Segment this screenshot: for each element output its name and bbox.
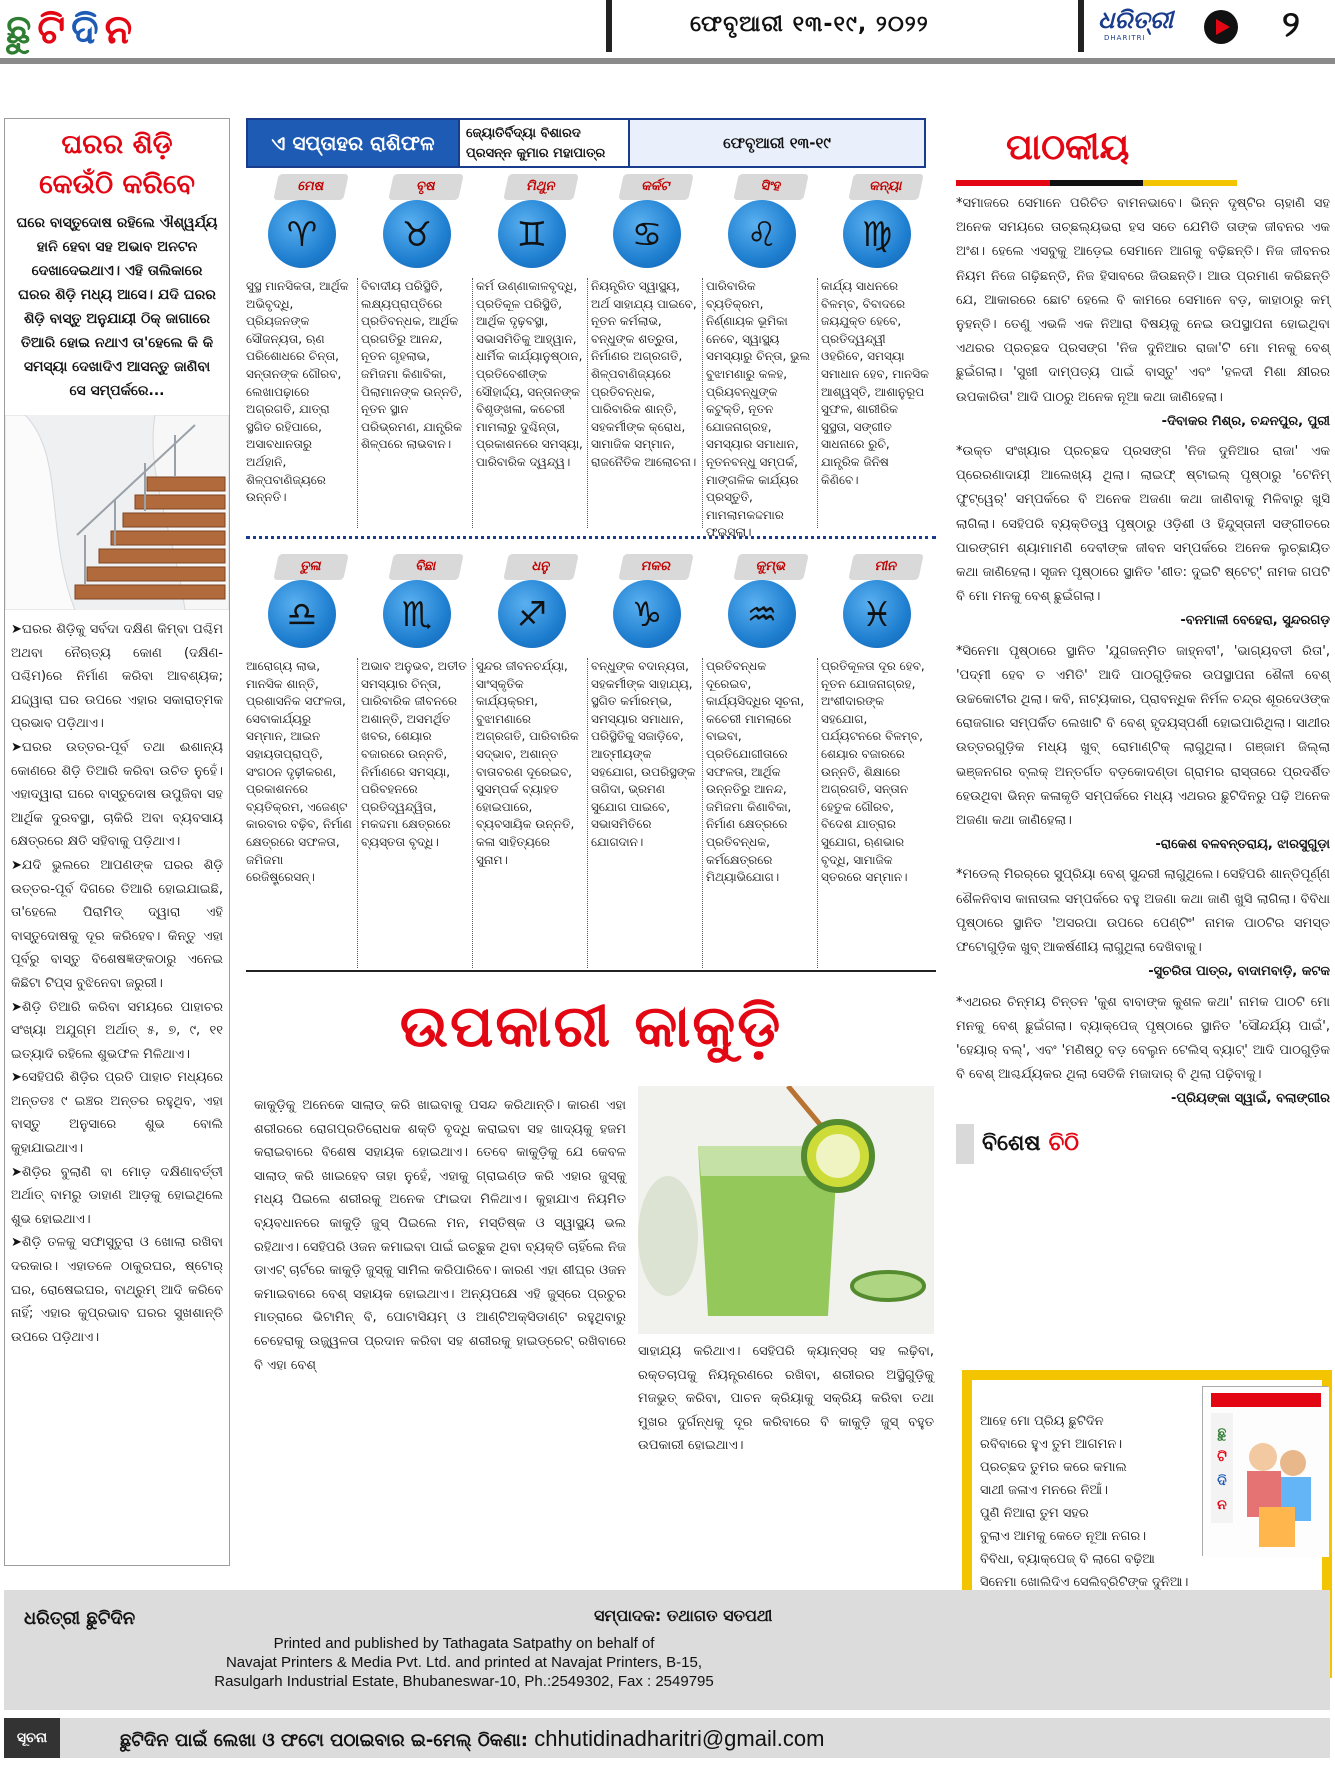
reader-letter	[956, 857, 1330, 984]
column-separator	[587, 658, 588, 968]
masthead-rule	[0, 58, 1335, 64]
letter-text: *ଏଥରର ଚିନ୍ମୟ ଚିନ୍ତନ 'କୁଶ ବାବାଙ୍କ କୁଶଳ କଥା' ନାମକ ପାଠଟି ମୋ ମନକୁ ବେଶ୍ ଛୁଇଁଗଲା। ବ୍ୟାକ୍‌ପେଜ୍ ପୃଷ୍ଠାରେ ସ୍ଥାନିତ 'ସୌନ୍ଦର୍ଯ୍ୟ ପାଇଁ', 'ହେୟାର୍ ବଲ୍', ଏବଂ 'ମଣିଷଠୁ ବଡ଼ ବେଲୁନ ଟେଲିସ୍ ବ୍ୟାଟ୍' ଆଦି ପାଠଗୁଡ଼ିକ ବି ବେଶ୍ ଆଶ୍ଚର୍ଯ୍ୟକର ଥିଲା ସେତିକି ମଜାଦାର୍ ବି ଥିଲା ପଢ଼ିବାକୁ।	[956, 994, 1330, 1083]
letter-signature: -ବନମାଳୀ ବେହେରା, ସୁନ୍ଦରଗଡ଼	[1180, 613, 1330, 629]
zodiac-forecast: କର୍ମ ଉଣ୍ଣାକାଳବୃଦ୍ଧି, ପ୍ରତିକୂଳ ପରିସ୍ଥିତି, ଆର୍ଥିକ ଦୃଢ଼ବସ୍ଥା, ସଭାସମିତିକୁ ଆହ୍ୱାନ, ଧାର୍ମିକ କାର୍ଯ୍ୟାନୁଷ୍ଠାନ, ପ୍ରତିବେଶୀଙ୍କ ସୌହାର୍ଦ୍ଦ୍ୟ, ସନ୍ତାନଙ୍କ ବିଶୃଙ୍ଖଳା, କଚେରୀ ମାମଲାରୁ ଦୁଶ୍ଚିନ୍ତା, ପ୍ରକାଶନରେ ସମସ୍ୟା, ପାରିବାରିକ ଦ୍ୱନ୍ଦ୍ୱ।	[476, 279, 583, 469]
letter-text: *ମଡେଲ୍ ମିରର୍‌ରେ ସୁପ୍ରିୟା ବେଶ୍ ସୁନ୍ଦରୀ ଲାଗୁଥିଲେ। ସେହିପରି ଶାନ୍ତିପୂର୍ଣ୍ଣ ଶୈଳନିବାସ କାନାତାଲ ସମ୍ପର୍କରେ ବହୁ ଅଜଣା କଥା ଜାଣି ଖୁସି ଲାଗିଲା। ବିବିଧା ପୃଷ୍ଠାରେ ସ୍ଥାନିତ 'ଅସରପା ଉପରେ ପେଣ୍ଟିଂ' ନାମକ ପାଠଟିର ସମସ୍ତ ଫଟୋଗୁଡ଼ିକ ଖୁବ୍ ଆକର୍ଷଣୀୟ ଲାଗୁଥିଲା ଦେଖିବାକୁ।	[956, 867, 1330, 956]
zodiac-sign	[476, 174, 591, 534]
imprint-line: Rasulgarh Industrial Estate, Bhubaneswar-10, Ph.:2549302, Fax : 2549795	[214, 1673, 714, 1690]
poem-line: ପ୍ରଚ୍ଛଦ ତୁମର କରେ କମାଲ	[980, 1460, 1127, 1475]
masthead-divider	[1078, 0, 1084, 52]
letter-signature: -ରାକେଶ ବଳବନ୍ତରାୟ, ଝାରସୁଗୁଡ଼ା	[1155, 837, 1330, 853]
zodiac-sign	[821, 174, 936, 534]
zodiac-name: କର୍କଟ	[618, 174, 694, 200]
zodiac-sign	[361, 174, 476, 534]
horoscope-header	[246, 118, 926, 168]
horoscope-author	[458, 120, 628, 166]
svg-text:ଛୁ: ଛୁ	[1217, 1425, 1227, 1441]
info-label: ସୂଚନା	[4, 1718, 60, 1758]
zodiac-forecast: ଆରୋଗ୍ୟ ଲାଭ, ମାନସିକ ଶାନ୍ତି, ପ୍ରଶାସନିକ ସଫଳତା, ସେବାକାର୍ଯ୍ୟରୁ ସମ୍ମାନ, ଆଇନ ସହାୟତାପ୍ରାପ୍ତି, ସଂଗଠନ ଦୃଢ଼ୀକରଣ, ପ୍ରକାଶନରେ ବ୍ୟତିକ୍ରମ, ଏଜେଣ୍ଟ କାରବାର ବଢ଼ିବ, ନିର୍ମାଣ କ୍ଷେତ୍ରରେ ସଫଳତା, ଜମିଜମା ରେଜିଷ୍ଟ୍ରେସନ୍।	[246, 659, 352, 885]
column-separator	[587, 278, 588, 528]
page-number: ୨	[1282, 4, 1300, 45]
section-logo	[6, 4, 132, 56]
cucumber-juice-photo	[638, 1086, 934, 1334]
zodiac-sign	[361, 554, 476, 974]
horoscope-date: ଫେବୃଆରୀ ୧୩-୧୯	[628, 120, 924, 166]
cucumber-body-part2: ସାହାଯ୍ୟ କରିଥାଏ। ସେହିପରି କ୍ୟାନ୍ସର୍ ସହ ଲଢ଼ିବା, ରକ୍ତଚାପକୁ ନିୟନ୍ତ୍ରଣରେ ରଖିବା, ଶରୀରର ଅସ୍ଥିଗୁଡ଼ିକୁ ମଜଭୁତ୍ କରିବା, ପାଚନ କ୍ରିୟାକୁ ସକ୍ରିୟ କରିବା ତଥା ମୁଖର ଦୁର୍ଗନ୍ଧକୁ ଦୂର କରିବାରେ ବି କାକୁଡ଼ି ଜୁସ୍ ବହୁତ ଉପକାରୀ ହୋଇଥାଏ।	[638, 1344, 934, 1454]
scorpio-icon	[383, 580, 451, 648]
author-designation: ଜ୍ୟୋତିର୍ବିଦ୍ୟା ବିଶାରଦ	[466, 126, 581, 141]
logo-letter: ଛୁ	[6, 7, 32, 53]
virgo-icon	[843, 200, 911, 268]
poem-line: ସାଥୀ ଜଳାଏ ମନରେ ନିଆଁ।	[980, 1483, 1108, 1498]
reader-letter	[956, 634, 1330, 858]
heading-bar	[956, 1124, 974, 1164]
letters-color-rule	[956, 180, 1330, 186]
svg-text:ଟି: ଟି	[1217, 1449, 1227, 1465]
column-separator	[357, 278, 358, 528]
svg-text:♍: ♍	[861, 215, 893, 255]
cucumber-body-part1: କାକୁଡ଼ିକୁ ଅନେକେ ସାଲାଡ୍ କରି ଖାଇବାକୁ ପସନ୍ଦ କରିଥାନ୍ତି। କାରଣ ଏହା ଶରୀରରେ ରୋଗପ୍ରତିରୋଧକ ଶକ୍ତି ବୃଦ୍ଧି କରାଇବା ସହ ଖାଦ୍ୟକୁ ହଜମ କରାଇବାରେ ବିଶେଷ ସହାୟକ ହୋଇଥାଏ। ତେବେ କାକୁଡ଼ିକୁ ଯେ କେବଳ ସାଲାଡ୍ କରି ଖାଇହେବ ତାହା ନୁହେଁ, ଏହାକୁ ଗ୍ରାଇଣ୍ଡ କରି ଏହାର ଜୁସ୍‌କୁ ମଧ୍ୟ ପିଇଲେ ଶରୀରକୁ ଅନେକ ଫାଇଦା ମିଳିଥାଏ। କୁହାଯାଏ ନିୟମିତ ବ୍ୟବଧାନରେ କାକୁଡ଼ି ଜୁସ୍ ପିଇଲେ ମନ, ମସ୍ତିଷ୍କ ଓ ସ୍ୱାସ୍ଥ୍ୟ ଭଲ ରହିଥାଏ। ସେହିପରି ଓଜନ କମାଇବା ପାଇଁ ଇଚ୍ଛୁକ ଥିବା ବ୍ୟକ୍ତି ଚାହିଁଲେ ନିଜ ଡାଏଟ୍ ଚାର୍ଟରେ କାକୁଡ଼ି ଜୁସ୍‌କୁ ସାମିଲ କରିପାରିବେ। କାରଣ ଏହା ଶୀଘ୍ର ଓଜନ କମାଇବାରେ ବେଶ୍ ସହାୟକ ହୋଇଥାଏ। ଅନ୍ୟପକ୍ଷେ ଏହି ଜୁସ୍‌ରେ ପ୍ରଚୁର ମାତ୍ରାରେ ଭିଟାମିନ୍ ବି, ପୋଟାସିୟମ୍ ଓ ଆଣ୍ଟିଅକ୍ସିଡାଣ୍ଟ ରହୁଥିବାରୁ ଚେହେରାକୁ ଉଜ୍ଜ୍ୱଳତା ପ୍ରଦାନ କରିବା ସହ ଶରୀରକୁ ହାଇଡ୍ରେଟ୍ ରଖିବାରେ ବି ଏହା ବେଶ୍	[254, 1098, 626, 1373]
zodiac-name: ମେଷ	[273, 174, 349, 200]
masthead	[0, 0, 1335, 62]
contact-instruction: ଛୁଟିଦିନ ପାଇଁ ଲେଖା ଓ ଫଟୋ ପଠାଇବାର ଇ-ମେଲ୍ ଠିକଣା:	[120, 1730, 528, 1751]
column-separator	[817, 278, 818, 528]
svg-text:ଦି: ଦି	[1217, 1473, 1227, 1489]
zodiac-name: ମୀନ	[848, 554, 924, 580]
contact-email-link[interactable]: chhutidinadharitri@gmail.com	[534, 1726, 825, 1751]
svg-text:♋: ♋	[631, 215, 663, 255]
zodiac-name: ବିଛା	[388, 554, 464, 580]
letter-signature: -ପ୍ରିୟଙ୍କା ସ୍ୱାଇଁ, ବଲାଙ୍ଗୀର	[1171, 1091, 1330, 1107]
svg-text:ନ: ନ	[1217, 1497, 1227, 1513]
cucumber-title: ଉପକାରୀ କାକୁଡ଼ି	[399, 992, 783, 1060]
horoscope-title: ଏ ସପ୍ତାହର ରାଶିଫଳ	[248, 120, 458, 166]
special-title-a: ବିଶେଷ	[982, 1131, 1041, 1157]
letter-text: *ସିନେମା ପୃଷ୍ଠାରେ ସ୍ଥାନିତ 'ଯୁଗଜନ୍ମିତ ଜାହ୍ନବୀ', 'ଭାଗ୍ୟବତୀ ରିତା', 'ପଦ୍ମୀ ହେବ ତ ଏମିତି' ଆଦି ପାଠଗୁଡ଼ିକର ଉପସ୍ଥାପନା ଶୈଳୀ ବେଶ୍ ଉଚ୍ଚକୋଟୀର ଥିଲା। କବି, ନାଟ୍ୟକାର, ପ୍ରାବନ୍ଧିକ ନିର୍ମଳ ଚନ୍ଦ୍ର ଶୂରଦେଓଙ୍କ ରୋଜଗାର ସମ୍ପର୍କିତ ଲେଖାଟି ବି ବେଶ୍ ହୃଦୟସ୍ପର୍ଶୀ ହୋଇପାରିଥିଲା। ସାଥୀର ଉତ୍ତରଗୁଡ଼ିକ ମଧ୍ୟ ଖୁବ୍ ରୋମାଣ୍ଟିକ୍ ଲାଗୁଥିଲା। ଗଞ୍ଜାମ ଜିଲ୍ଲା ଭଞ୍ଜନଗର ବ୍ଲକ୍ ଅନ୍ତର୍ଗତ ବଡ଼କୋଦଣ୍ଡା ଗ୍ରାମର ରାସ୍ତାରେ ପ୍ରଦର୍ଶିତ ହେଉଥିବା ଭିନ୍ନ କଳାକୃତି ସମ୍ପର୍କରେ ମଧ୍ୟ ଏଥରର ଛୁଟିଦିନରୁ ପଢ଼ି ଅନେକ ଅଜଣା କଥା ଜାଣିହେଲା।	[956, 643, 1330, 829]
stairs-title-line1: ଘରର ଶିଡ଼ି	[61, 129, 173, 160]
column-separator	[472, 278, 473, 528]
special-title-b: ଚିଠି	[1048, 1131, 1079, 1157]
stairs-article	[4, 118, 230, 1566]
aries-icon	[268, 200, 336, 268]
stairs-paragraph: ➤ଘରର ଉତ୍ତର-ପୂର୍ବ ତଥା ଈଶାନ୍ୟ କୋଣରେ ଶିଡ଼ି ତିଆରି କରିବା ଉଚିତ ନୁହେଁ। ଏହାଦ୍ୱାରା ଘରେ ବାସ୍ତୁଦୋଷ ଉପୁଜିବା ସହ ଆର୍ଥିକ ଦୁରବସ୍ଥା, ଚାକିରି ଅବା ବ୍ୟବସାୟ କ୍ଷେତ୍ରରେ କ୍ଷତି ସହିବାକୁ ପଡ଼ିଥାଏ।	[11, 739, 223, 850]
svg-text:♌: ♌	[746, 215, 778, 255]
capricorn-icon	[613, 580, 681, 648]
reader-letter	[956, 434, 1330, 634]
column-separator	[702, 658, 703, 968]
svg-text:♈: ♈	[286, 215, 318, 255]
special-letter-heading	[956, 1124, 1330, 1164]
masthead-divider	[606, 0, 612, 52]
stairs-title	[5, 119, 229, 205]
zodiac-sign	[591, 554, 706, 974]
cucumber-juice-illustration	[638, 1086, 934, 1334]
svg-text:♏: ♏	[401, 595, 433, 635]
column-separator	[472, 658, 473, 968]
zodiac-sign	[246, 174, 361, 534]
zodiac-forecast: ପ୍ରତିକୂଳତା ଦୂର ହେବ, ନୂତନ ଯୋଜନାଗ୍ରହ, ଅଂଶୀଦାରଙ୍କ ସହଯୋଗ, ପର୍ଯ୍ୟଟନରେ ବିଳମ୍ବ, ଶେୟାର ବଜାରରେ ଉନ୍ନତି, ଶିକ୍ଷାରେ ଅଗ୍ରଗତି, ସନ୍ତାନ ହେତୁକ ଗୌରବ, ବିଦେଶ ଯାତ୍ରାର ସୁଯୋଗ, ଋଣଭାର ବୃଦ୍ଧି, ସାମାଜିକ ସ୍ତରରେ ସମ୍ମାନ।	[821, 659, 925, 885]
stairs-paragraph: ➤ଶିଡ଼ି ତଳକୁ ସଫାସୁତୁରା ଓ ଖୋଲା ରଖିବା ଦରକାର। ଏହାତଳେ ଠାକୁରଘର, ଷ୍ଟୋର୍ ଘର, ରୋଷେଇଘର, ବାଥ୍‌ରୁମ୍ ଆଦି କରିବେ ନାହିଁ; ଏହାର କୁପ୍ରଭାବ ଘରର ସୁଖଶାନ୍ତି ଉପରେ ପଡ଼ିଥାଏ।	[11, 1235, 223, 1345]
poem-line: ବୁଲାଏ ଆମକୁ କେତେ ନୂଆ ନଗର।	[980, 1529, 1147, 1544]
paper-name: ଧରିତ୍ରୀ ଛୁଟିଦିନ	[24, 1608, 136, 1629]
zodiac-name: କନ୍ୟା	[848, 174, 924, 200]
weekly-horoscope	[246, 118, 936, 1058]
column-separator	[357, 658, 358, 968]
pisces-icon	[843, 580, 911, 648]
zodiac-forecast: ସୁନ୍ଦର ଜୀବନଚର୍ଯ୍ୟା, ସାଂସ୍କୃତିକ କାର୍ଯ୍ୟକ୍ରମ, ବୁଝାମଣାରେ ଅଗ୍ରଗତି, ପାରିବାରିକ ସଦ୍‌ଭାବ, ଅଶାନ୍ତ ବାତାବରଣ ଦୂରେଇବ, ସୁସମ୍ପର୍କ ବ୍ୟାହତ ହୋଇପାରେ, ବ୍ୟବସାୟିକ ଉନ୍ନତି, କଳା ସାହିତ୍ୟରେ ସୁନାମ।	[476, 659, 579, 867]
stairs-paragraph: ➤ସେହିପରି ଶିଡ଼ିର ପ୍ରତି ପାହାଚ ମଧ୍ୟରେ ଅନ୍ତତଃ ୯ ଇଞ୍ଚର ଅନ୍ତର ରହୁଥିବ, ଏହା ବାସ୍ତୁ ଅନୁସାରେ ଶୁଭ ବୋଲି କୁହାଯାଇଥାଏ।	[11, 1070, 223, 1157]
logo-letter: ଦି	[71, 7, 99, 53]
gemini-icon	[498, 200, 566, 268]
brand-logo: ଧରିତ୍ରୀ	[1098, 6, 1173, 34]
zodiac-forecast: ପ୍ରତିବନ୍ଧକ ଦୂରେଇବ, କାର୍ଯ୍ୟସିଦ୍ଧିର ସୂଚନା, କଚେରୀ ମାମଲାରେ ବାଇବା, ପ୍ରତିଯୋଗୀତାରେ ସଫଳତା, ଆର୍ଥିକ ଉନ୍ନତିରୁ ଆନନ୍ଦ, ଜମିଜମା କିଣାବିକା, ନିର୍ମାଣ କ୍ଷେତ୍ରରେ ପ୍ରତିବନ୍ଧକ, କର୍ମକ୍ଷେତ୍ରରେ ମିଥ୍ୟାଭିଯୋଗ।	[706, 659, 805, 885]
reader-letter	[956, 985, 1330, 1112]
poem-line: ସିନେମା ଖୋଲିଦିଏ ସେଲିବ୍ରିଟିଙ୍କ ଦୁନିଆ।	[980, 1575, 1189, 1590]
imprint-line: Navajat Printers & Media Pvt. Ltd. and printed at Navajat Printers, B-15,	[225, 1654, 703, 1671]
horoscope-row-2	[246, 554, 936, 974]
brand-subtitle: DHARITRI	[1104, 34, 1146, 42]
sagittarius-icon	[498, 580, 566, 648]
stairs-paragraph: ➤ଶିଡ଼ିର ବୁଲାଣି ବା ମୋଡ଼ ଦକ୍ଷିଣାବର୍ତ୍ତୀ ଅର୍ଥାତ୍ ବାମରୁ ଡାହାଣ ଆଡ଼କୁ ହୋଇଥିଲେ ଶୁଭ ହୋଇଥାଏ।	[11, 1164, 223, 1227]
poem-line: ପୁଣି ନିଆରା ତୁମ ସହର	[980, 1506, 1089, 1521]
cancer-icon	[613, 200, 681, 268]
stairs-intro: ଘରେ ବାସ୍ତୁଦୋଷ ରହିଲେ ଐଶ୍ୱର୍ଯ୍ୟ ହାନି ହେବା ସହ ଅଭାବ ଅନଟନ ଦେଖାଦେଇଥାଏ। ଏହି ତାଲିକାରେ ଘରର ଶିଡ଼ି ମଧ୍ୟ ଆସେ। ଯଦି ଘରର ଶିଡ଼ି ବାସ୍ତୁ ଅନୁଯାୟୀ ଠିକ୍ ଜାଗାରେ ତିଆରି ହୋଇ ନଥାଏ ତା'ହେଲେ କି କି ସମସ୍ୟା ଦେଖାଦିଏ ଆସନ୍ତୁ ଜାଣିବା ସେ ସମ୍ପର୍କରେ...	[16, 215, 218, 399]
stairs-paragraph: ➤ଶିଡ଼ି ତିଆରି କରିବା ସମୟରେ ପାହାଚର ସଂଖ୍ୟା ଅଯୁଗ୍ମ ଅର୍ଥାତ୍ ୫, ୭, ୯, ୧୧ ଇତ୍ୟାଦି ରହିଲେ ଶୁଭଫଳ ମିଳିଥାଏ।	[11, 999, 223, 1062]
zodiac-sign	[706, 174, 821, 540]
svg-text:♎: ♎	[286, 595, 318, 635]
zodiac-forecast: ବନ୍ଧୁଙ୍କ ବଦାନ୍ୟତା, ସହକର୍ମୀଙ୍କ ସାହାଯ୍ୟ, ସ୍ଥଗିତ କର୍ମାରମ୍ଭ, ସମସ୍ୟାର ସମାଧାନ, ପରିସ୍ଥିତିକୁ ସଜାଡ଼ିବେ, ଆତ୍ମୀୟଙ୍କ ସହଯୋଗ, ଉପରିସ୍ଥଙ୍କ ତାଗିଦା, ଭ୍ରମଣ ସୁଯୋଗ ପାଇବେ, ସଭାସମିତିରେ ଯୋଗଦାନ।	[591, 659, 696, 849]
letter-text: *ଉକ୍ତ ସଂଖ୍ୟାର ପ୍ରଚ୍ଛଦ ପ୍ରସଙ୍ଗ 'ନିଜ ଦୁନିଆର ରାଜା' ଏକ ପ୍ରେରଣାଦାୟୀ ଆଲେଖ୍ୟ ଥିଲା। ଲାଇଫ୍ ଷ୍ଟାଇଲ୍ ପୃଷ୍ଠାରୁ 'ଟେନିମ୍ ଫୁଟ୍‌ୱେର୍' ସମ୍ପର୍କରେ ବି ଅନେକ ଅଜଣା କଥା ଜାଣିବାକୁ ମିଳିବାରୁ ଖୁସି ଲାଗିଲା। ସେହିପରି ବ୍ୟକ୍ତିତ୍ୱ ପୃଷ୍ଠାରୁ ଓଡ଼ିଶୀ ଓ ହିନ୍ଦୁସ୍ତାନୀ ସଙ୍ଗୀତରେ ପାରଙ୍ଗମ ଶ୍ୟାମାମଣି ଦେବୀଙ୍କ ଜୀବନ ସମ୍ପର୍କରେ ଅନେକ ଲୁଚ୍ଛାୟିତ କଥା ଜାଣିହେଲା। ସୃଜନ ପୃଷ୍ଠାରେ ସ୍ଥାନିତ 'ଶୀତ: ଦୁଇଟି ଷ୍ଟେଟ୍' ନାମକ ଗପଟି ବି ମୋ ମନକୁ ବେଶ୍ ଛୁଇଁଗଲା।	[956, 444, 1330, 605]
readers-letters	[956, 118, 1330, 1164]
play-icon	[1204, 10, 1238, 44]
zodiac-sign	[821, 554, 936, 974]
cover-illustration	[1203, 1387, 1329, 1557]
svg-text:♉: ♉	[401, 215, 433, 255]
magazine-cover-thumbnail	[1202, 1386, 1328, 1556]
poem-line: ବିବିଧା, ବ୍ୟାକ୍‌ପେଜ୍ ବି ଲାଗେ ବଢ଼ିଆ	[980, 1552, 1155, 1567]
poem-line: ଆହେ ମୋ ପ୍ରିୟ ଛୁଟିଦିନ	[980, 1414, 1104, 1429]
aquarius-icon	[728, 580, 796, 648]
column-separator	[817, 658, 818, 968]
svg-text:♊: ♊	[516, 215, 548, 255]
logo-letter: ନ	[104, 7, 133, 53]
libra-icon	[268, 580, 336, 648]
zodiac-sign	[476, 554, 591, 974]
letter-signature: -ସୁଚରିତା ପାତ୍ର, ବାଦାମବାଡ଼ି, କଟକ	[1148, 964, 1330, 980]
letters-section-title: ପାଠକୀୟ	[1006, 127, 1130, 168]
article-rule	[246, 970, 936, 972]
column-separator	[702, 278, 703, 528]
zodiac-forecast: ଅଭାବ ଅନୁଭବ, ଅତୀତ ସମସ୍ୟାର ଚିନ୍ତା, ପାରିବାରିକ ଜୀବନରେ ଅଶାନ୍ତି, ଅସମର୍ଥିତ ଖବର, ଶେୟାର ବଜାରରେ ଉନ୍ନତି, ନିର୍ମାଣରେ ସମସ୍ୟା, ପରିବହନରେ ପ୍ରତିଦ୍ୱନ୍ଦ୍ୱିତା, ମକଦ୍ଦମା କ୍ଷେତ୍ରରେ ବ୍ୟସ୍ତତା ବୃଦ୍ଧି।	[361, 659, 467, 849]
poem-line: ରବିବାରେ ହୁଏ ତୁମ ଆଗମନ।	[980, 1437, 1123, 1452]
reader-letter	[956, 186, 1330, 434]
zodiac-name: ବୃଷ	[388, 174, 464, 200]
zodiac-sign	[246, 554, 361, 974]
zodiac-forecast: ବିବାଦୀୟ ପରିସ୍ଥିତି, ଲକ୍ଷ୍ୟପ୍ରାପ୍ତିରେ ପ୍ରତିବନ୍ଧକ, ଆର୍ଥିକ ପ୍ରଗତିରୁ ଆନନ୍ଦ, ନୂତନ ଗୃହଲାଭ, ଜମିଜମା କିଣାବିକା, ପିଲାମାନଙ୍କ ଉନ୍ନତି, ନୂତନ ସ୍ଥାନ ପରିଭ୍ରମଣ, ଯାନ୍ତ୍ରିକ ଶିଳ୍ପରେ ଲାଭବାନ।	[361, 279, 463, 452]
stairs-photo	[5, 415, 229, 610]
zodiac-forecast: ନିୟନ୍ତ୍ରିତ ସ୍ୱାସ୍ଥ୍ୟ, ଅର୍ଥ ସାହାଯ୍ୟ ପାଇବେ, ନୂତନ କର୍ମଲାଭ, ବନ୍ଧୁଙ୍କ ଶତ୍ରୁତା, ନିର୍ମାଣର ଅଗ୍ରଗତି, ଶିଳ୍ପବାଣିଜ୍ୟରେ ପ୍ରତିବନ୍ଧକ, ପାରିବାରିକ ଶାନ୍ତି, ସହକର୍ମୀଙ୍କ କ୍ରୋଧ, ସାମାଜିକ ସମ୍ମାନ, ରାଜନୈତିକ ଆଲୋଚନା।	[591, 279, 697, 469]
zodiac-name: ସିଂହ	[733, 174, 809, 200]
imprint-bar	[4, 1590, 1330, 1710]
svg-text:♓: ♓	[861, 595, 893, 635]
stairs-body	[5, 610, 229, 1349]
zodiac-name: କୁମ୍ଭ	[733, 554, 809, 580]
stairs-paragraph: ➤ଯଦି ଭୁଲରେ ଆପଣଙ୍କ ଘରର ଶିଡ଼ି ଉତ୍ତର-ପୂର୍ବ ଦିଗରେ ତିଆରି ହୋଇଯାଇଛି, ତା'ହେଲେ ପିରାମିଡ୍ ଦ୍ୱାରା ଏହି ବାସ୍ତୁଦୋଷକୁ ଦୂର କରିହେବ। କିନ୍ତୁ ଏହା ପୂର୍ବରୁ ବାସ୍ତୁ ବିଶେଷଜ୍ଞଙ୍କଠାରୁ ଏନେଇ କିଛିଟା ଟିପ୍ସ ବୁଝିନେବା ଜରୁରୀ।	[11, 857, 223, 991]
horoscope-divider	[246, 536, 936, 539]
contact-text	[120, 1726, 824, 1752]
zodiac-name: ମକର	[618, 554, 694, 580]
zodiac-sign	[591, 174, 706, 534]
letters-list	[956, 186, 1330, 1112]
zodiac-forecast: କାର୍ଯ୍ୟ ସାଧନରେ ବିଳମ୍ବ, ବିବାଦରେ ଜୟଯୁକ୍ତ ହେବେ, ପ୍ରତିଦ୍ୱନ୍ଦ୍ୱୀ ଓହରିବେ, ସମସ୍ୟା ସମାଧାନ ହେବ, ମାନସିକ ଆଶ୍ୱସ୍ତି, ଆଶାନୁରୂପ ସୁଫଳ, ଶାରୀରିକ ସୁସ୍ଥତା, ସଙ୍ଗୀତ ସାଧନାରେ ରୁଚି, ଯାନ୍ତ୍ରିକ ଜିନିଷ କିଣିବେ।	[821, 279, 929, 487]
zodiac-forecast: ପାରିବାରିକ ବ୍ୟତିକ୍ରମ, ନିର୍ଣ୍ଣାୟକ ଭୂମିକା ନେବେ, ସ୍ୱାସ୍ଥ୍ୟ ସମସ୍ୟାରୁ ଚିନ୍ତା, ଭୁଲ ବୁଝାମଣାରୁ କଳହ, ପ୍ରିୟବନ୍ଧୁଙ୍କ କଟୁକ୍ତି, ନୂତନ ଯୋଜନାଗ୍ରହ, ସମସ୍ୟାର ସମାଧାନ, ନୂତନବନ୍ଧୁ ସମ୍ପର୍କ, ମାଙ୍ଗଳିକ କାର୍ଯ୍ୟର ପ୍ରସ୍ତୁତି, ମାମଲାମକଦ୍ଦମାର ଫଇସଲା।	[706, 279, 811, 540]
svg-text:♒: ♒	[746, 595, 778, 635]
imprint-text	[174, 1634, 754, 1691]
leo-icon	[728, 200, 796, 268]
imprint-line: Printed and published by Tathagata Satpathy on behalf of	[273, 1635, 655, 1652]
issue-date: ଫେବୃଆରୀ ୧୩-୧୯, ୨୦୨୨	[690, 12, 929, 37]
letter-text: *ସମାଜରେ ସେମାନେ ପରିଚିତ ବାମନଭାବେ। ଭିନ୍ନ ଦୃଷ୍ଟିର ଚାହାଣି ସହ ଅନେକ ସମୟରେ ତାଚ୍ଛଲ୍ୟଭରା ହସ ସତେ ଯେମିତି ତାଙ୍କ ଜୀବନର ଏକ ଅଂଶ। ହେଲେ ଏସବୁକୁ ଆଡ଼େଇ ସେମାନେ ଆଗକୁ ବଢ଼ିଛନ୍ତି। ନିଜ ଜୀବନର ନିୟମ ନିଜେ ଗଢ଼ିଛନ୍ତି, ନିଜ ହିସାବରେ ଜିଉଛନ୍ତି। ଆଉ ପ୍ରମାଣ କରିଛନ୍ତି ଯେ, ଆକାରରେ ଛୋଟ ହେଲେ ବି କାମରେ ସେମାନେ ବଡ଼, କାହାଠାରୁ କମ୍ ନୁହନ୍ତି। ତେଣୁ ଏଭଳି ଏକ ନିଆରା ବିଷୟକୁ ନେଇ ଉପସ୍ଥାପନା ହୋଇଥିବା ଏଥରର ପ୍ରଚ୍ଛଦ ପ୍ରସଙ୍ଗ 'ନିଜ ଦୁନିଆର ରାଜା'ଟି ମୋ ମନକୁ ବେଶ୍ ଛୁଇଁଗଲା। 'ସୁଖୀ ଦାମ୍ପତ୍ୟ ପାଇଁ ବାସ୍ତୁ' ଏବଂ 'ହଳଦୀ ମିଶା କ୍ଷୀରର ଉପକାରିତା' ଆଦି ପାଠରୁ ଅନେକ ନୂଆ କଥା ଜାଣିହେଲା।	[956, 196, 1330, 405]
zodiac-forecast: ସୁସ୍ଥ ମାନସିକତା, ଆର୍ଥିକ ଅଭିବୃଦ୍ଧି, ପ୍ରିୟଜନଙ୍କ ସୌଜନ୍ୟତା, ଋଣ ପରିଶୋଧରେ ଚିନ୍ତା, ସନ୍ତାନଙ୍କ ଗୌରବ, ଲେଖାପଢ଼ାରେ ଅଗ୍ରଗତି, ଯାତ୍ରା ସ୍ଥଗିତ ରହିପାରେ, ଅସାବଧାନତାରୁ ଅର୍ଥହାନି, ଶିଳ୍ପବାଣିଜ୍ୟରେ ଉନ୍ନତି।	[246, 279, 349, 505]
svg-text:♐: ♐	[516, 595, 548, 635]
zodiac-name: ଧନୁ	[503, 554, 579, 580]
editor-credit: ସମ୍ପାଦକ: ତଥାଗତ ସତପଥୀ	[594, 1606, 773, 1625]
zodiac-name: ମିଥୁନ	[503, 174, 579, 200]
stairs-title-line2: କେଉଁଠି କରିବେ	[39, 169, 195, 200]
contact-bar	[4, 1718, 1330, 1758]
author-name: ପ୍ରସନ୍ନ କୁମାର ମହାପାତ୍ର	[466, 146, 606, 161]
zodiac-sign	[706, 554, 821, 974]
zodiac-name: ତୁଳା	[273, 554, 349, 580]
svg-text:♑: ♑	[631, 595, 663, 635]
letter-signature: -ଦିବାକର ମିଶ୍ର, ଚନ୍ଦନପୁର, ପୁରୀ	[1161, 413, 1330, 429]
staircase-illustration	[5, 415, 229, 610]
stairs-paragraph: ➤ଘରର ଶିଡ଼ିକୁ ସର୍ବଦା ଦକ୍ଷିଣ କିମ୍ବା ପଶ୍ଚିମ ଅଥବା ନୈଋତ୍ୟ କୋଣ (ଦକ୍ଷିଣ- ପଶ୍ଚିମ)ରେ ନିର୍ମାଣ କରିବା ଆବଶ୍ୟକ; ଯଦ୍ଦ୍ୱାରା ଘର ଉପରେ ଏହାର ସକାରାତ୍ମକ ପ୍ରଭାବ ପଡ଼ିଥାଏ।	[11, 622, 223, 732]
taurus-icon	[383, 200, 451, 268]
logo-letter: ଟି	[37, 7, 66, 53]
horoscope-row-1	[246, 174, 936, 540]
